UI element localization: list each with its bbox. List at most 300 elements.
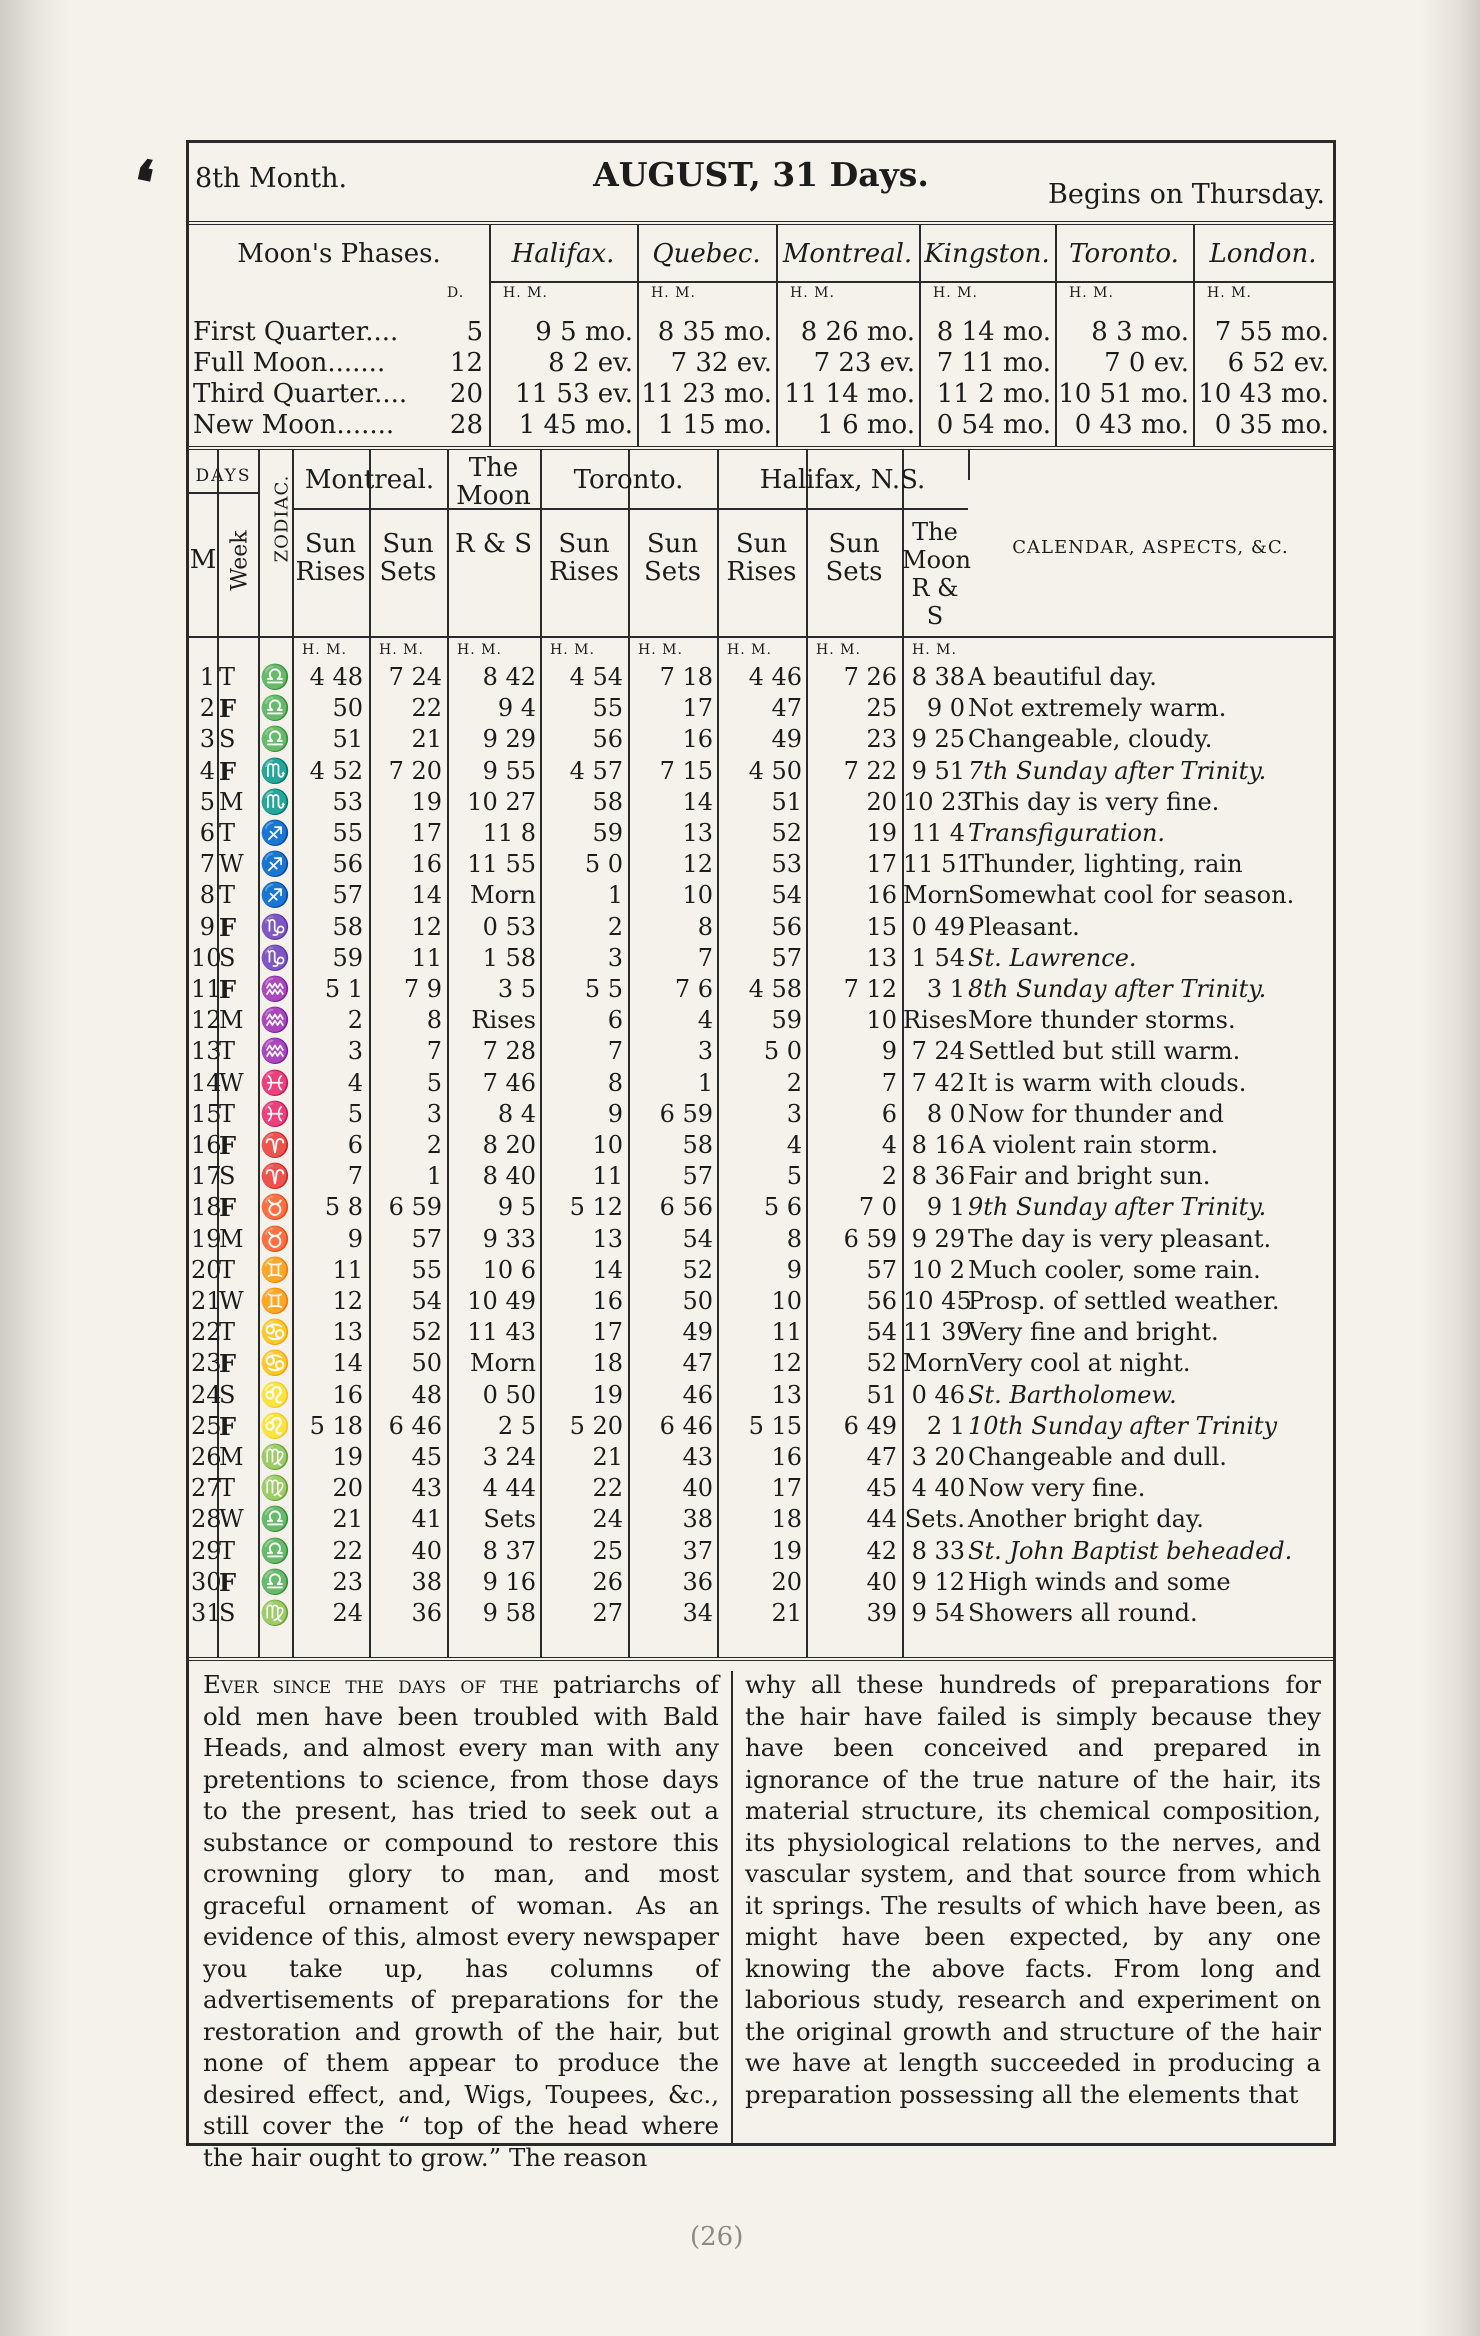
- table-cell: 10: [592, 1131, 623, 1159]
- aspect-text: Prosp. of settled weather.: [968, 1287, 1280, 1315]
- aspect-text: Changeable and dull.: [968, 1443, 1227, 1471]
- table-cell: 57: [771, 943, 802, 972]
- aspect-text: 7th Sunday after Trinity.: [968, 756, 1267, 785]
- phase-time: 8 14 mo.: [936, 317, 1051, 347]
- table-cell: 7 15: [659, 756, 713, 785]
- table-cell: 23: [332, 1567, 363, 1596]
- table-cell: 27: [191, 1474, 222, 1503]
- table-cell: 9 25: [911, 725, 965, 754]
- hm-label: H. M.: [550, 642, 595, 658]
- table-cell: 16: [592, 1287, 623, 1315]
- table-cell: 3: [786, 1099, 802, 1128]
- table-cell: 5 6: [763, 1193, 802, 1222]
- table-cell: 7: [199, 850, 215, 879]
- aspect-text: Much cooler, some rain.: [968, 1255, 1261, 1284]
- phase-time: 11 53 ev.: [515, 379, 633, 409]
- table-cell: 18: [191, 1193, 222, 1222]
- table-cell: 16: [332, 1380, 363, 1409]
- phase-time: 1 6 mo.: [817, 410, 915, 440]
- table-cell: 7 6: [674, 975, 713, 1003]
- table-cell: 42: [866, 1536, 897, 1565]
- table-cell: 2: [426, 1131, 442, 1159]
- table-cell: 6: [881, 1099, 897, 1128]
- table-cell: 29: [191, 1536, 222, 1565]
- table-cell: 57: [682, 1162, 713, 1191]
- table-cell: 8 33: [911, 1536, 965, 1565]
- table-head-rule: [189, 636, 1333, 638]
- table-cell: 7 26: [843, 663, 897, 691]
- table-cell: 7 46: [482, 1068, 536, 1097]
- table-cell: 14: [411, 881, 442, 910]
- table-cell: Sets: [483, 1505, 536, 1534]
- table-cell: 4: [347, 1068, 363, 1097]
- table-cell: 8 42: [482, 663, 536, 691]
- table-cell: 3: [199, 725, 215, 754]
- halifax-head: Halifax, N.S.: [759, 465, 926, 495]
- table-cell: ♒: [260, 1037, 290, 1066]
- table-cell: 3 20: [911, 1443, 965, 1471]
- table-cell: 43: [682, 1443, 713, 1471]
- table-cell: 59: [771, 1006, 802, 1035]
- table-cell: 4 44: [482, 1474, 536, 1503]
- aspect-text: Another bright day.: [968, 1505, 1204, 1534]
- table-cell: 21: [771, 1599, 802, 1627]
- table-cell: 8: [697, 912, 713, 941]
- table-cell: Rises: [471, 1006, 536, 1035]
- table-cell: 21: [411, 725, 442, 754]
- table-cell: 9 54: [911, 1599, 965, 1627]
- almanac-frame: [186, 140, 1336, 2172]
- table-cell: F: [219, 694, 237, 724]
- table-cell: F: [219, 912, 237, 942]
- table-cell: 9 55: [482, 756, 536, 785]
- table-cell: 5: [199, 787, 215, 816]
- table-cell: 8: [426, 1006, 442, 1035]
- table-cell: Sets.: [904, 1505, 965, 1534]
- table-cell: 7 24: [388, 663, 442, 691]
- aspect-text: This day is very fine.: [968, 787, 1220, 816]
- hm-label: H. M.: [638, 642, 683, 658]
- table-cell: T: [219, 1037, 236, 1066]
- table-row: [189, 1411, 1333, 1442]
- aspect-text: Fair and bright sun.: [968, 1162, 1211, 1191]
- phase-time: 6 52 ev.: [1227, 348, 1329, 378]
- table-cell: 54: [411, 1287, 442, 1315]
- table-cell: 6 59: [659, 1099, 713, 1128]
- table-row: [189, 1286, 1333, 1317]
- phase-name: Full Moon.......: [193, 348, 386, 378]
- table-cell: 23: [191, 1349, 222, 1378]
- moon-head: The Moon: [456, 453, 531, 511]
- table-cell: 4: [697, 1006, 713, 1035]
- table-cell: 7 9: [403, 975, 442, 1003]
- phase-time: 8 35 mo.: [657, 317, 772, 347]
- table-cell: 11 55: [467, 850, 536, 879]
- phase-time: 9 5 mo.: [535, 317, 633, 347]
- table-cell: ♎: [260, 1567, 290, 1596]
- phase-city: Kingston.: [924, 239, 1050, 269]
- table-cell: 6 59: [843, 1224, 897, 1253]
- table-cell: ♎: [260, 663, 290, 691]
- phase-day: 28: [449, 410, 483, 440]
- table-cell: 21: [332, 1505, 363, 1534]
- table-cell: 57: [332, 881, 363, 910]
- table-cell: 6: [347, 1131, 363, 1159]
- table-cell: 0 50: [482, 1380, 536, 1409]
- table-cell: 10 27: [467, 787, 536, 816]
- table-cell: ♐: [260, 850, 290, 879]
- table-cell: ♊: [260, 1287, 290, 1315]
- table-cell: ♉: [260, 1193, 290, 1222]
- table-cell: ♏: [260, 756, 290, 785]
- table-cell: 1 54: [911, 943, 965, 972]
- phase-day: 12: [449, 348, 483, 378]
- aspect-text: Thunder, lighting, rain: [968, 850, 1243, 879]
- table-cell: 21: [191, 1287, 222, 1315]
- table-row: [189, 880, 1333, 911]
- aspect-text: A beautiful day.: [968, 663, 1157, 691]
- table-row: [189, 1442, 1333, 1473]
- table-cell: 6 49: [843, 1411, 897, 1440]
- table-cell: 8 38: [911, 663, 965, 691]
- table-cell: 54: [866, 1318, 897, 1347]
- table-cell: ♌: [260, 1380, 290, 1409]
- table-cell: ♍: [260, 1599, 290, 1627]
- table-cell: 5 20: [569, 1411, 623, 1440]
- aspect-text: St. Lawrence.: [968, 943, 1137, 972]
- table-cell: 56: [332, 850, 363, 879]
- phase-time: 7 0 ev.: [1104, 348, 1189, 378]
- table-row: [189, 662, 1333, 693]
- table-cell: 17: [771, 1474, 802, 1503]
- table-cell: 5: [347, 1099, 363, 1128]
- table-cell: 9 0: [926, 694, 965, 723]
- table-cell: 7 12: [843, 975, 897, 1003]
- table-cell: ♓: [260, 1099, 290, 1128]
- table-cell: 9 12: [911, 1567, 965, 1596]
- table-cell: 8 0: [926, 1099, 965, 1128]
- table-row: [189, 1598, 1333, 1629]
- table-cell: T: [219, 881, 236, 910]
- aspect-text: Now very fine.: [968, 1474, 1146, 1503]
- table-cell: F: [219, 1411, 237, 1441]
- table-cell: 9 4: [497, 694, 536, 723]
- table-cell: Morn: [470, 1349, 536, 1378]
- hm-label: H. M.: [912, 642, 957, 658]
- table-cell: 12: [771, 1349, 802, 1378]
- table-cell: ♋: [260, 1318, 290, 1347]
- aspect-text: Somewhat cool for season.: [968, 881, 1295, 910]
- table-cell: 3 5: [497, 975, 536, 1003]
- table-row: [189, 1567, 1333, 1598]
- table-row: [189, 1224, 1333, 1255]
- table-cell: 40: [682, 1474, 713, 1503]
- table-cell: ♏: [260, 787, 290, 816]
- table-cell: 38: [682, 1505, 713, 1534]
- phase-time: 11 2 mo.: [936, 379, 1051, 409]
- table-cell: 2: [607, 912, 623, 941]
- table-cell: 11 43: [467, 1318, 536, 1347]
- table-cell: 52: [866, 1349, 897, 1378]
- phase-time: 7 32 ev.: [670, 348, 772, 378]
- phase-name: Third Quarter....: [193, 379, 408, 409]
- table-cell: 58: [592, 787, 623, 816]
- aspect-text: Showers all round.: [968, 1599, 1198, 1627]
- table-cell: 7: [607, 1037, 623, 1066]
- aspect-text: Very cool at night.: [968, 1349, 1191, 1378]
- table-cell: 50: [682, 1287, 713, 1315]
- table-cell: 1: [199, 663, 215, 691]
- table-cell: 16: [771, 1443, 802, 1471]
- table-cell: 0 46: [911, 1380, 965, 1409]
- table-cell: 39: [866, 1599, 897, 1627]
- table-row: [189, 1504, 1333, 1535]
- table-cell: 6 59: [388, 1193, 442, 1222]
- table-cell: 14: [682, 787, 713, 816]
- table-cell: 40: [866, 1567, 897, 1596]
- phase-name: New Moon.......: [193, 410, 395, 440]
- table-cell: 37: [682, 1536, 713, 1565]
- table-cell: 54: [771, 881, 802, 910]
- table-cell: T: [219, 663, 236, 691]
- table-row: [189, 1130, 1333, 1161]
- phase-hm-label: H. M.: [651, 285, 696, 301]
- table-cell: 56: [771, 912, 802, 941]
- table-cell: 47: [771, 694, 802, 723]
- table-cell: F: [219, 756, 237, 786]
- table-cell: 6 56: [659, 1193, 713, 1222]
- table-cell: 21: [592, 1443, 623, 1471]
- table-cell: ♍: [260, 1443, 290, 1471]
- table-cell: W: [219, 1068, 244, 1097]
- table-cell: 36: [682, 1567, 713, 1596]
- table-cell: 50: [411, 1349, 442, 1378]
- table-cell: M: [219, 1443, 244, 1471]
- table-cell: 40: [411, 1536, 442, 1565]
- table-row: [189, 1348, 1333, 1379]
- table-cell: 7 42: [911, 1068, 965, 1097]
- table-cell: 12: [332, 1287, 363, 1315]
- table-cell: Rises: [903, 1006, 968, 1035]
- table-cell: 17: [592, 1318, 623, 1347]
- table-row: [189, 1099, 1333, 1130]
- table-cell: 46: [682, 1380, 713, 1409]
- hm-label: H. M.: [302, 642, 347, 658]
- table-cell: T: [219, 819, 236, 847]
- table-cell: 36: [411, 1599, 442, 1627]
- phase-time: 11 14 mo.: [784, 379, 915, 409]
- table-cell: 23: [866, 725, 897, 754]
- table-cell: 12: [191, 1006, 222, 1035]
- phase-city: Montreal.: [782, 239, 913, 269]
- table-cell: 51: [332, 725, 363, 754]
- table-cell: 6: [199, 819, 215, 847]
- table-cell: 0 53: [482, 912, 536, 941]
- table-row: [189, 912, 1333, 943]
- sub-head: Sun Rises: [295, 529, 366, 587]
- phase-city: London.: [1209, 239, 1317, 269]
- table-cell: 19: [191, 1224, 222, 1253]
- moon-phases-table: [189, 225, 1333, 450]
- table-cell: 20: [191, 1255, 222, 1284]
- advertisement-text: [189, 1661, 1333, 2172]
- table-cell: 16: [411, 850, 442, 879]
- table-cell: 52: [771, 819, 802, 847]
- aspect-text: St. Bartholomew.: [968, 1380, 1177, 1409]
- phase-hm-label: H. M.: [790, 285, 835, 301]
- table-cell: 9: [607, 1099, 623, 1128]
- table-cell: 10 49: [467, 1287, 536, 1315]
- table-cell: 52: [411, 1318, 442, 1347]
- table-cell: 16: [866, 881, 897, 910]
- m-head: M: [189, 545, 217, 575]
- table-cell: 3: [426, 1099, 442, 1128]
- table-cell: 17: [866, 850, 897, 879]
- table-cell: 11 4: [911, 819, 965, 847]
- table-cell: 5 18: [309, 1411, 363, 1440]
- table-cell: 45: [866, 1474, 897, 1503]
- table-cell: 5 0: [763, 1037, 802, 1066]
- table-cell: 55: [411, 1255, 442, 1284]
- table-cell: 41: [411, 1505, 442, 1534]
- aspect-text: Settled but still warm.: [968, 1037, 1241, 1066]
- table-cell: 52: [682, 1255, 713, 1284]
- days-head: DAYS: [195, 466, 252, 486]
- phase-time: 8 3 mo.: [1091, 317, 1189, 347]
- table-cell: 8 16: [911, 1131, 965, 1159]
- table-cell: 19: [332, 1443, 363, 1471]
- table-cell: 3: [607, 943, 623, 972]
- table-cell: 34: [682, 1599, 713, 1627]
- days-rule: [189, 492, 258, 494]
- table-cell: 13: [191, 1037, 222, 1066]
- table-cell: S: [219, 943, 236, 972]
- table-cell: 2: [347, 1006, 363, 1035]
- table-cell: ♎: [260, 725, 290, 754]
- table-cell: 53: [332, 787, 363, 816]
- table-cell: 1: [607, 881, 623, 910]
- table-row: [189, 1005, 1333, 1036]
- table-cell: 45: [411, 1443, 442, 1471]
- phase-d-label: D.: [447, 285, 465, 301]
- column-divider: [731, 1671, 733, 2143]
- table-cell: 19: [771, 1536, 802, 1565]
- table-cell: 4: [786, 1131, 802, 1159]
- phase-day: 5: [466, 317, 483, 347]
- table-cell: 4 57: [569, 756, 623, 785]
- table-cell: 3 1: [926, 975, 965, 1003]
- table-cell: W: [219, 1505, 244, 1534]
- table-cell: 1 58: [482, 943, 536, 972]
- table-cell: 20: [332, 1474, 363, 1503]
- table-cell: 0 49: [911, 912, 965, 941]
- aspect-text: Now for thunder and: [968, 1099, 1224, 1128]
- month-number: 8th Month.: [195, 163, 348, 194]
- sub-head: Sun Sets: [379, 529, 437, 587]
- table-cell: 8 20: [482, 1131, 536, 1159]
- phase-head-rule: [489, 281, 1333, 283]
- table-cell: W: [219, 850, 244, 879]
- aspect-text: St. John Baptist beheaded.: [968, 1536, 1293, 1565]
- table-cell: 25: [191, 1411, 222, 1440]
- aspect-text: Changeable, cloudy.: [968, 725, 1213, 754]
- table-cell: 26: [191, 1443, 222, 1471]
- table-cell: W: [219, 1287, 244, 1315]
- table-cell: Morn: [903, 881, 969, 910]
- table-cell: 25: [866, 694, 897, 723]
- hm-label: H. M.: [816, 642, 861, 658]
- phase-time: 1 15 mo.: [657, 410, 772, 440]
- table-cell: 8 4: [497, 1099, 536, 1128]
- table-cell: 11 8: [482, 819, 536, 847]
- table-cell: ♊: [260, 1255, 290, 1284]
- aspect-text: More thunder storms.: [968, 1006, 1236, 1035]
- table-cell: 8 40: [482, 1162, 536, 1191]
- week-head: Week: [227, 530, 253, 591]
- table-cell: 18: [771, 1505, 802, 1534]
- moon-rs-head: The Moon R & S: [902, 518, 971, 630]
- table-cell: 5: [786, 1162, 802, 1191]
- table-cell: 31: [191, 1599, 222, 1627]
- table-row: [189, 787, 1333, 818]
- phase-time: 7 11 mo.: [936, 348, 1051, 378]
- prose-lead: Ever since the days of the: [203, 1670, 539, 1699]
- table-cell: 9 51: [911, 756, 965, 785]
- table-cell: 30: [191, 1567, 222, 1596]
- table-cell: 57: [866, 1255, 897, 1284]
- table-cell: 47: [866, 1443, 897, 1471]
- sub-head: Sun Rises: [549, 529, 619, 587]
- aspect-text: The day is very pleasant.: [968, 1224, 1272, 1253]
- table-cell: 19: [411, 787, 442, 816]
- table-row: [189, 1317, 1333, 1348]
- table-cell: S: [219, 1162, 236, 1191]
- table-cell: 13: [592, 1224, 623, 1253]
- table-cell: F: [219, 1567, 237, 1597]
- table-cell: 22: [592, 1474, 623, 1503]
- table-cell: ♎: [260, 694, 290, 723]
- table-cell: 11: [411, 943, 442, 972]
- table-cell: 10: [866, 1006, 897, 1035]
- table-cell: 14: [191, 1068, 222, 1097]
- table-cell: 4 54: [569, 663, 623, 691]
- hm-label: H. M.: [727, 642, 772, 658]
- table-cell: 55: [332, 819, 363, 847]
- table-cell: 11: [771, 1318, 802, 1347]
- table-cell: ♐: [260, 819, 290, 847]
- table-cell: 17: [411, 819, 442, 847]
- table-cell: 3: [697, 1037, 713, 1066]
- table-cell: 38: [411, 1567, 442, 1596]
- table-cell: 18: [592, 1349, 623, 1378]
- aspect-text: It is warm with clouds.: [968, 1068, 1247, 1097]
- table-cell: S: [219, 725, 236, 754]
- month-header: [189, 143, 1333, 225]
- table-cell: 10: [771, 1287, 802, 1315]
- phase-city: Quebec.: [652, 239, 761, 269]
- table-cell: 51: [771, 787, 802, 816]
- table-cell: M: [219, 787, 244, 816]
- phase-time: 8 26 mo.: [800, 317, 915, 347]
- table-cell: F: [219, 1349, 237, 1379]
- table-cell: Morn: [903, 1349, 969, 1378]
- table-cell: 28: [191, 1505, 222, 1534]
- table-cell: 24: [592, 1505, 623, 1534]
- aspect-text: 10th Sunday after Trinity: [968, 1411, 1278, 1440]
- table-cell: 3 24: [482, 1443, 536, 1471]
- aspect-text: Not extremely warm.: [968, 694, 1227, 723]
- table-cell: 56: [592, 725, 623, 754]
